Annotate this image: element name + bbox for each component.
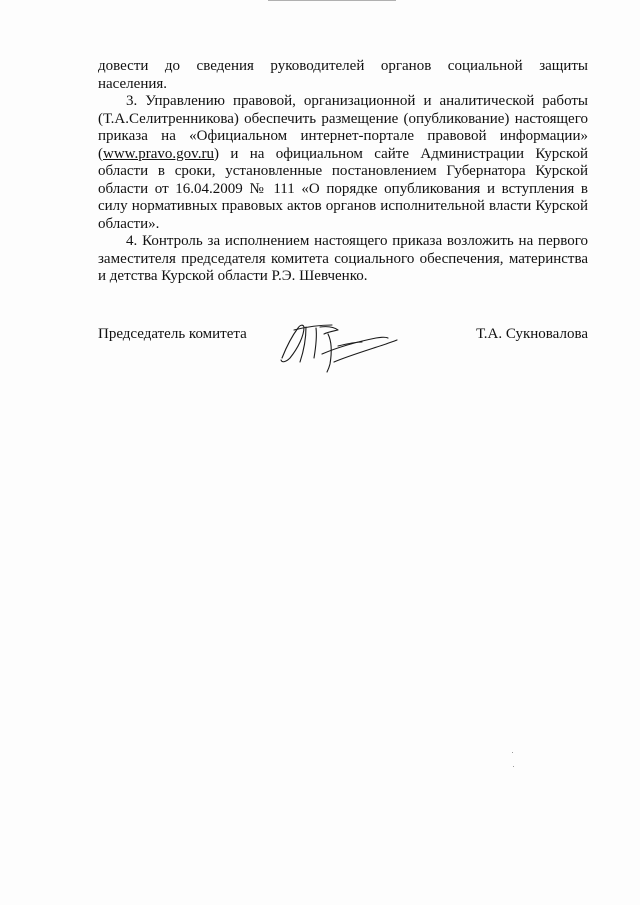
- paragraph-3-start: 3. Управлению правовой, организационной и аналитической работы (Т.А.Селитренникова) обеспечить размещение (опубликование) настоящего приказа на «Официальном интернет-портале правовой информации» (: [98, 93, 588, 162]
- document-body: [98, 58, 588, 286]
- paragraph-1: [98, 58, 588, 76]
- top-edge-line: [268, 0, 396, 1]
- paragraph-1-line-2: населения.: [98, 75, 168, 92]
- signatory-title: Председатель комитета: [98, 326, 247, 342]
- paragraph-1-line-1: довести до сведения руководителей органов социальной защиты: [98, 58, 588, 74]
- scan-speck: [512, 752, 513, 753]
- paragraph-4-text: 4. Контроль за исполнением настоящего приказа возложить на первого заместителя председателя комитета социального обеспечения, материнства и детства Курской области Р.Э. Шевченко.: [98, 233, 588, 284]
- paragraph-4: [98, 233, 588, 286]
- handwritten-signature: [276, 318, 400, 374]
- signatory-name: Т.А. Сукновалова: [476, 326, 588, 342]
- paragraph-3: [98, 93, 588, 233]
- signature-block: [98, 318, 588, 378]
- pravo-gov-link[interactable]: www.pravo.gov.ru: [103, 145, 214, 162]
- paragraph-1-end: [98, 76, 588, 94]
- paragraph-3-end: ) и на официальном сайте Администрации Курской области в сроки, установленные постановлением Губернатора Курской области от 16.04.2009 № 111 «О порядке опубликования и вступления в силу нормативных правовых актов органов исполнительной власти Курской области».: [98, 145, 588, 232]
- scan-speck: [513, 766, 514, 767]
